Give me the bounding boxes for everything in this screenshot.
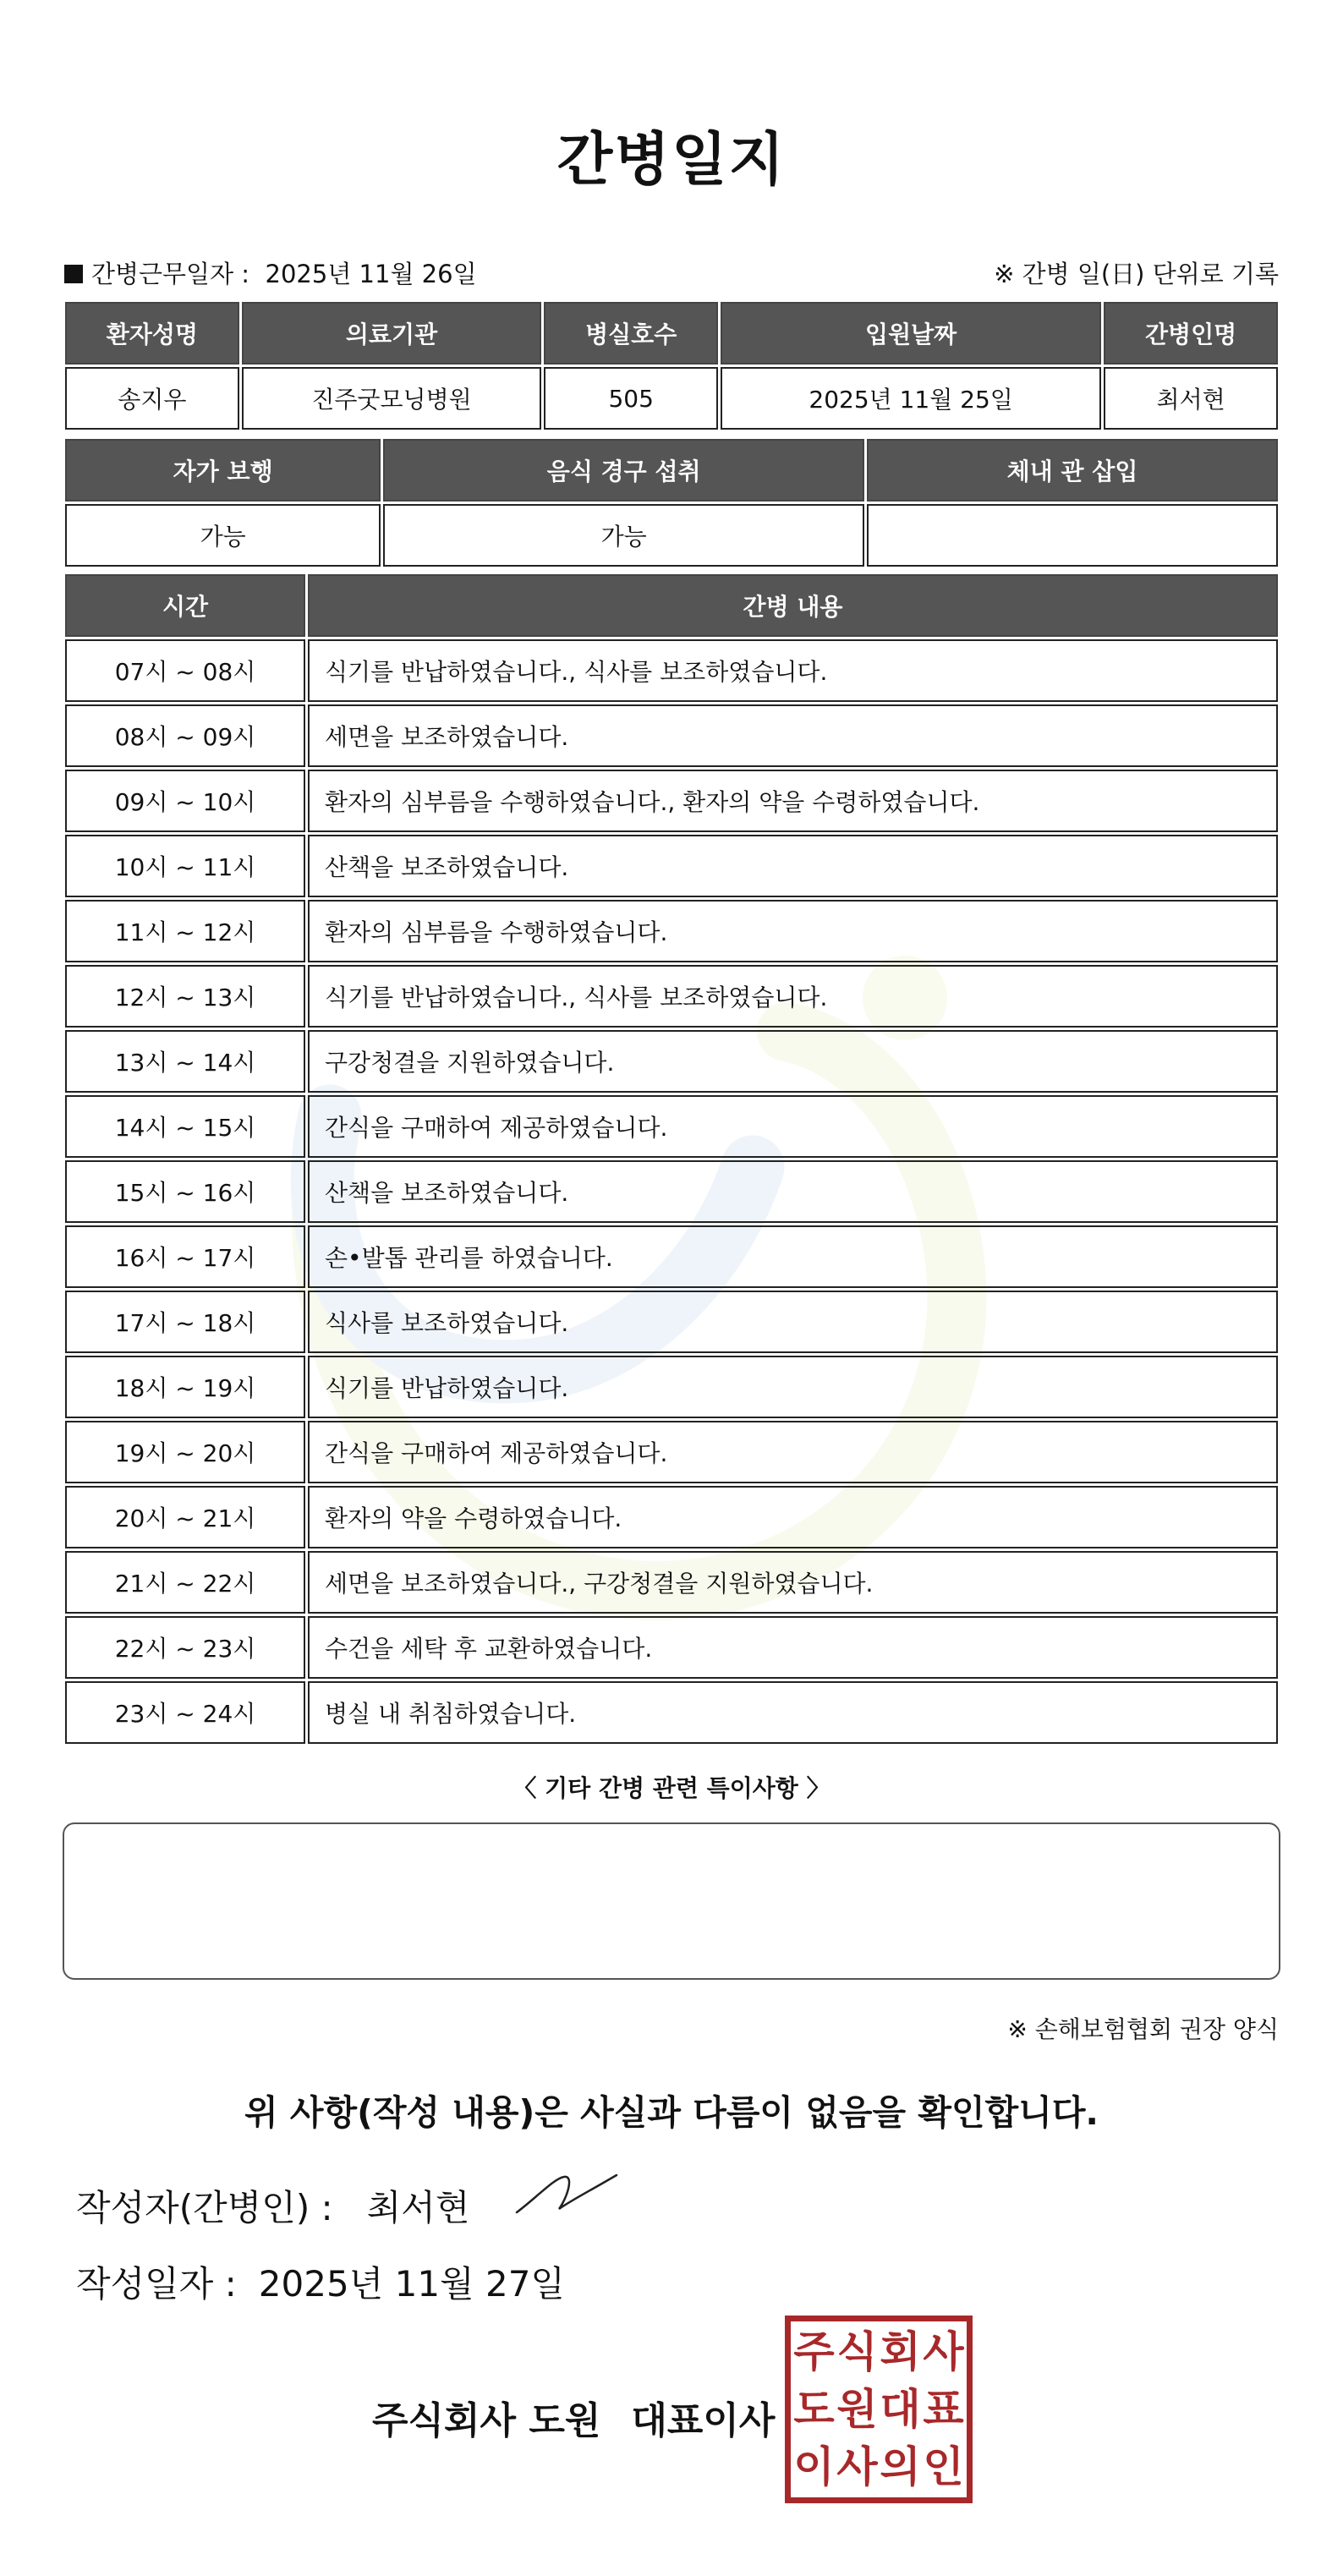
care-log-row xyxy=(65,1291,1278,1353)
written-date-line xyxy=(76,2256,565,2307)
signature xyxy=(512,2163,622,2222)
care-log-row xyxy=(65,1616,1278,1679)
care-log-row xyxy=(65,1551,1278,1614)
care-log-row xyxy=(65,1095,1278,1158)
work-date-value: 2025년 11월 26일 xyxy=(265,260,477,288)
care-log-row xyxy=(65,1160,1278,1223)
care-content: 산책을 보조하였습니다. xyxy=(308,835,1278,897)
care-content: 간식을 구매하여 제공하였습니다. xyxy=(308,1421,1278,1483)
care-time: 10시 ~ 11시 xyxy=(65,835,305,897)
company-name: 주식회사 도원 xyxy=(372,2399,601,2442)
care-time: 21시 ~ 22시 xyxy=(65,1551,305,1614)
seal-character: 표 xyxy=(923,2384,964,2434)
patient-info-table xyxy=(63,299,1280,432)
room-number: 505 xyxy=(544,367,718,430)
work-date-label: 간병근무일자 : xyxy=(91,260,250,288)
care-content: 세면을 보조하였습니다., 구강청결을 지원하였습니다. xyxy=(308,1551,1278,1614)
company-seal-stamp xyxy=(785,2316,973,2503)
care-log-row xyxy=(65,1681,1278,1744)
care-time: 09시 ~ 10시 xyxy=(65,770,305,832)
care-log-row xyxy=(65,900,1278,962)
company-line xyxy=(372,2390,775,2444)
seal-character: 사 xyxy=(923,2327,964,2376)
care-content: 병실 내 취침하였습니다. xyxy=(308,1681,1278,1744)
company-role: 대표이사 xyxy=(631,2399,776,2442)
seal-character: 사 xyxy=(836,2442,878,2491)
care-time: 14시 ~ 15시 xyxy=(65,1095,305,1158)
care-time: 15시 ~ 16시 xyxy=(65,1160,305,1223)
care-content: 환자의 심부름을 수행하였습니다., 환자의 약을 수령하였습니다. xyxy=(308,770,1278,832)
special-notes-box xyxy=(63,1822,1280,1980)
tube-insertion-value xyxy=(867,504,1278,567)
care-time: 16시 ~ 17시 xyxy=(65,1225,305,1288)
admission-date: 2025년 11월 25일 xyxy=(721,367,1101,430)
header-admission-date: 입원날짜 xyxy=(721,302,1101,364)
care-time: 13시 ~ 14시 xyxy=(65,1030,305,1093)
care-time: 17시 ~ 18시 xyxy=(65,1291,305,1353)
care-log-row xyxy=(65,1356,1278,1418)
care-content: 수건을 세탁 후 교환하였습니다. xyxy=(308,1616,1278,1679)
care-time: 12시 ~ 13시 xyxy=(65,965,305,1028)
seal-character: 원 xyxy=(836,2384,878,2434)
seal-character: 이 xyxy=(793,2442,835,2491)
care-time: 11시 ~ 12시 xyxy=(65,900,305,962)
seal-character: 회 xyxy=(880,2327,921,2376)
care-time: 18시 ~ 19시 xyxy=(65,1356,305,1418)
care-log-row xyxy=(65,639,1278,702)
page-title: 간병일지 xyxy=(556,127,787,194)
care-log-table xyxy=(63,572,1280,1746)
care-time: 23시 ~ 24시 xyxy=(65,1681,305,1744)
care-log-row xyxy=(65,1486,1278,1548)
writer-label: 작성자(간병인) : xyxy=(76,2187,333,2228)
seal-character: 식 xyxy=(836,2327,878,2376)
recommended-form-note: ※ 손해보험협회 권장 양식 xyxy=(1007,2015,1279,2043)
seal-character: 인 xyxy=(923,2442,964,2491)
hospital-name: 진주굿모닝병원 xyxy=(242,367,542,430)
care-content: 환자의 심부름을 수행하였습니다. xyxy=(308,900,1278,962)
header-oral-intake: 음식 경구 섭취 xyxy=(383,439,864,501)
care-time: 08시 ~ 09시 xyxy=(65,704,305,767)
header-patient-name: 환자성명 xyxy=(65,302,239,364)
care-log-row xyxy=(65,704,1278,767)
care-content: 식기를 반납하였습니다., 식사를 보조하였습니다. xyxy=(308,639,1278,702)
patient-name: 송지우 xyxy=(65,367,239,430)
work-date xyxy=(64,255,477,290)
caregiver-name: 최서현 xyxy=(1104,367,1278,430)
care-time: 22시 ~ 23시 xyxy=(65,1616,305,1679)
care-log-row xyxy=(65,1421,1278,1483)
care-content: 식사를 보조하였습니다. xyxy=(308,1291,1278,1353)
header-tube-insertion: 체내 관 삽입 xyxy=(867,439,1278,501)
care-content: 구강청결을 지원하였습니다. xyxy=(308,1030,1278,1093)
self-walking-value: 가능 xyxy=(65,504,381,567)
care-content: 산책을 보조하였습니다. xyxy=(308,1160,1278,1223)
patient-status-table xyxy=(63,436,1280,569)
care-time: 20시 ~ 21시 xyxy=(65,1486,305,1548)
written-date-label: 작성일자 : xyxy=(76,2263,237,2305)
header-time: 시간 xyxy=(65,574,305,637)
care-content: 식기를 반납하였습니다., 식사를 보조하였습니다. xyxy=(308,965,1278,1028)
care-time: 19시 ~ 20시 xyxy=(65,1421,305,1483)
care-content: 손•발톱 관리를 하였습니다. xyxy=(308,1225,1278,1288)
care-log-row xyxy=(65,770,1278,832)
seal-character: 도 xyxy=(793,2384,835,2434)
writer-line xyxy=(76,2180,469,2231)
care-content: 환자의 약을 수령하였습니다. xyxy=(308,1486,1278,1548)
care-log-row xyxy=(65,965,1278,1028)
oral-intake-value: 가능 xyxy=(383,504,864,567)
header-hospital: 의료기관 xyxy=(242,302,542,364)
header-room: 병실호수 xyxy=(544,302,718,364)
care-log-row xyxy=(65,1030,1278,1093)
care-content: 세면을 보조하였습니다. xyxy=(308,704,1278,767)
care-content: 간식을 구매하여 제공하였습니다. xyxy=(308,1095,1278,1158)
seal-character: 주 xyxy=(793,2327,835,2376)
confirmation-statement: 위 사항(작성 내용)은 사실과 다름이 없음을 확인합니다. xyxy=(244,2092,1099,2133)
seal-character: 의 xyxy=(880,2442,921,2491)
written-date-value: 2025년 11월 27일 xyxy=(258,2263,565,2305)
header-caregiver: 간병인명 xyxy=(1104,302,1278,364)
header-self-walking: 자가 보행 xyxy=(65,439,381,501)
record-note: ※ 간병 일(日) 단위로 기록 xyxy=(994,260,1279,288)
care-time: 07시 ~ 08시 xyxy=(65,639,305,702)
seal-character: 대 xyxy=(880,2384,921,2434)
header-care-content: 간병 내용 xyxy=(308,574,1278,637)
bullet-square-icon xyxy=(64,265,83,283)
care-log-row xyxy=(65,1225,1278,1288)
writer-name: 최서현 xyxy=(366,2187,470,2228)
care-content: 식기를 반납하였습니다. xyxy=(308,1356,1278,1418)
special-notes-title: 〈 기타 간병 관련 특이사항 〉 xyxy=(513,1774,830,1802)
care-log-row xyxy=(65,835,1278,897)
